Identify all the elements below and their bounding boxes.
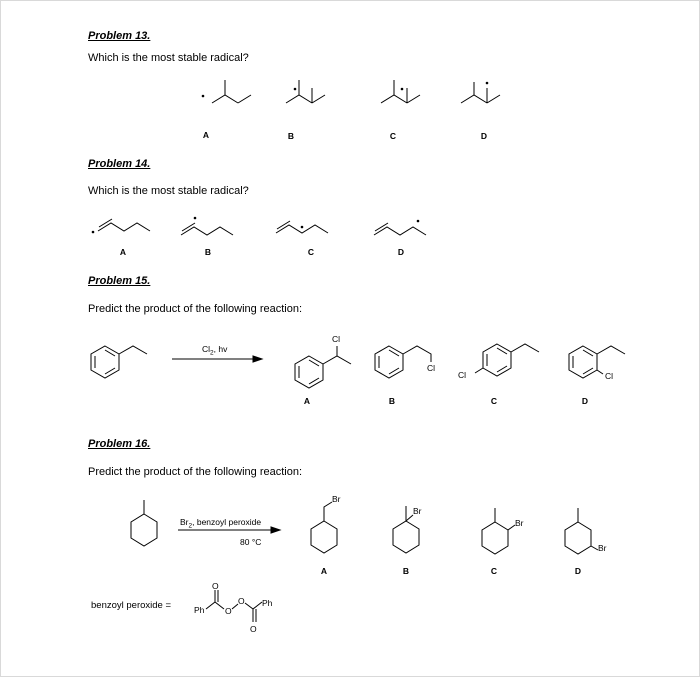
p16-option-d-label: D — [574, 566, 582, 576]
problem-13-question: Which is the most stable radical? — [88, 52, 249, 64]
svg-text:Ph: Ph — [262, 598, 273, 608]
p16-reagent-line1: $Br_2$, benzoyl peroxide — [180, 517, 262, 530]
p14-option-c-label: C — [307, 247, 315, 257]
p16-product-d — [565, 508, 607, 554]
svg-text:Br: Br — [413, 506, 422, 516]
svg-text:Br: Br — [515, 518, 524, 528]
p13-option-a-label: A — [202, 130, 210, 140]
svg-text:O: O — [212, 581, 219, 591]
svg-text:Br: Br — [598, 543, 607, 553]
problem-16-question: Predict the product of the following reaction: — [88, 466, 303, 478]
p15-option-c-label: C — [490, 396, 498, 406]
p14-option-a-label: A — [119, 247, 127, 257]
p16-product-b — [393, 506, 422, 553]
svg-text:Cl: Cl — [458, 370, 467, 380]
p16-product-c — [482, 508, 524, 554]
problem-14-title: Problem 14. — [88, 158, 151, 170]
p13-option-c-label: C — [389, 131, 397, 141]
p16-reaction-arrow — [178, 527, 280, 533]
problem-15-question: Predict the product of the following reaction: — [88, 303, 303, 315]
p16-option-a-label: A — [320, 566, 328, 576]
svg-text:Cl: Cl — [605, 371, 614, 381]
svg-text:O: O — [238, 596, 245, 606]
p16-product-a — [311, 494, 341, 553]
p16-option-c-label: C — [490, 566, 498, 576]
problem-14-question: Which is the most stable radical? — [88, 185, 249, 197]
svg-text:Cl: Cl — [332, 334, 341, 344]
svg-text:O: O — [250, 624, 257, 634]
p14-option-d-label: D — [397, 247, 405, 257]
svg-text:Ph: Ph — [194, 605, 205, 615]
svg-text:O: O — [225, 606, 232, 616]
p15-option-b-label: B — [388, 396, 396, 406]
problem-13-title: Problem 13. — [88, 30, 151, 42]
p16-starting-material-methylcyclohexane — [131, 500, 157, 546]
p15-reagent: $Cl_2$, hv — [202, 344, 228, 357]
p13-option-b-label: B — [287, 131, 295, 141]
p15-option-d-label: D — [581, 396, 589, 406]
p16-option-b-label: B — [402, 566, 410, 576]
p13-option-d-label: D — [480, 131, 488, 141]
p14-option-b-label: B — [204, 247, 212, 257]
benzoyl-peroxide-definition-label: benzoyl peroxide = — [91, 600, 172, 611]
svg-text:Cl: Cl — [427, 363, 436, 373]
problem-16-title: Problem 16. — [88, 438, 151, 450]
problem-15-title: Problem 15. — [88, 275, 151, 287]
p16-reagent-line2: 80 °C — [240, 537, 262, 547]
p15-option-a-label: A — [303, 396, 311, 406]
benzoyl-peroxide-structure — [194, 581, 273, 634]
svg-text:Br: Br — [332, 494, 341, 504]
